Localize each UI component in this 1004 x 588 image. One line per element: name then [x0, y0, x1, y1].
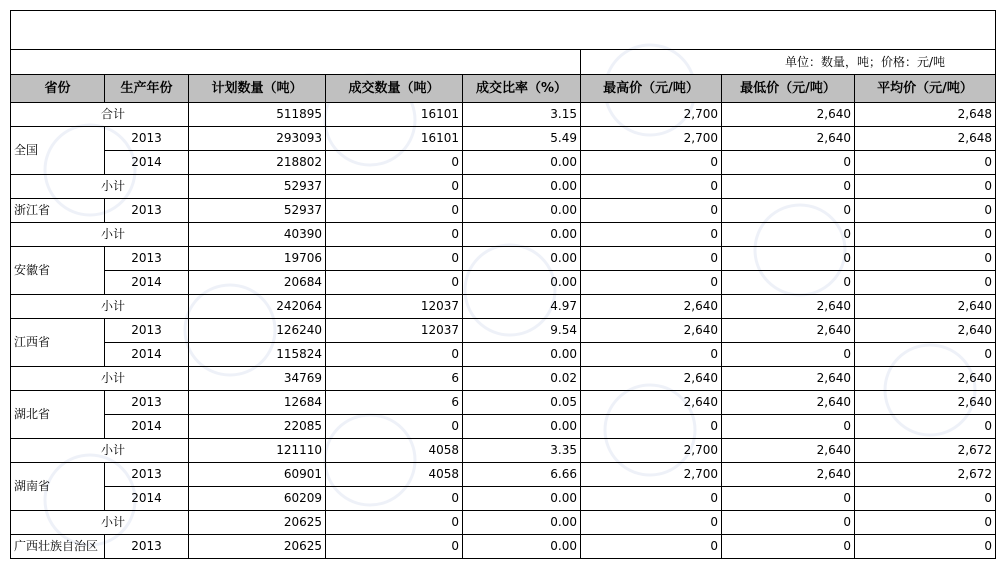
- cell-year: 2014: [105, 487, 189, 511]
- cell-year: 2013: [105, 391, 189, 415]
- cell-low: 0: [722, 535, 855, 559]
- cell-ratio: 0.00: [463, 511, 581, 535]
- cell-low: 2,640: [722, 391, 855, 415]
- cell-plan: 52937: [189, 175, 326, 199]
- row-label: 小计: [11, 511, 189, 535]
- cell-avg: 0: [855, 487, 996, 511]
- table-row: [11, 367, 996, 391]
- cell-plan: 293093: [189, 127, 326, 151]
- cell-deal: 4058: [326, 463, 463, 487]
- header-deal: 成交数量（吨）: [326, 75, 463, 103]
- cell-deal: 12037: [326, 319, 463, 343]
- header-high: 最高价（元/吨）: [581, 75, 722, 103]
- table-row: [11, 415, 996, 439]
- row-label: 合计: [11, 103, 189, 127]
- table-row: [11, 343, 996, 367]
- cell-plan: 20625: [189, 511, 326, 535]
- cell-low: 2,640: [722, 439, 855, 463]
- cell-plan: 60901: [189, 463, 326, 487]
- cell-plan: 126240: [189, 319, 326, 343]
- cell-avg: 2,640: [855, 391, 996, 415]
- cell-low: 0: [722, 271, 855, 295]
- cell-high: 0: [581, 343, 722, 367]
- title-cell: [11, 11, 996, 50]
- province-cell: 浙江省: [11, 199, 105, 223]
- cell-low: 2,640: [722, 319, 855, 343]
- cell-avg: 2,648: [855, 127, 996, 151]
- cell-deal: 0: [326, 223, 463, 247]
- row-label: 小计: [11, 295, 189, 319]
- cell-high: 0: [581, 151, 722, 175]
- table-row: [11, 535, 996, 559]
- cell-high: 0: [581, 175, 722, 199]
- cell-high: 2,700: [581, 463, 722, 487]
- row-label: 小计: [11, 175, 189, 199]
- cell-deal: 0: [326, 151, 463, 175]
- table-row: [11, 511, 996, 535]
- cell-deal: 0: [326, 511, 463, 535]
- cell-avg: 0: [855, 175, 996, 199]
- cell-deal: 4058: [326, 439, 463, 463]
- cell-year: 2014: [105, 151, 189, 175]
- header-low: 最低价（元/吨）: [722, 75, 855, 103]
- cell-deal: 16101: [326, 103, 463, 127]
- cell-avg: 0: [855, 271, 996, 295]
- cell-high: 0: [581, 487, 722, 511]
- province-cell: 湖南省: [11, 463, 105, 511]
- province-cell: 安徽省: [11, 247, 105, 295]
- province-cell: 湖北省: [11, 391, 105, 439]
- cell-high: 0: [581, 535, 722, 559]
- cell-avg: 0: [855, 415, 996, 439]
- cell-high: 2,640: [581, 319, 722, 343]
- cell-ratio: 0.00: [463, 535, 581, 559]
- trade-table: [10, 10, 996, 559]
- row-label: 小计: [11, 223, 189, 247]
- table-row: [11, 487, 996, 511]
- cell-year: 2013: [105, 319, 189, 343]
- cell-plan: 511895: [189, 103, 326, 127]
- cell-low: 0: [722, 487, 855, 511]
- cell-deal: 0: [326, 175, 463, 199]
- cell-low: 0: [722, 511, 855, 535]
- title-row: [11, 11, 996, 50]
- cell-high: 0: [581, 415, 722, 439]
- cell-low: 0: [722, 343, 855, 367]
- table-row: [11, 103, 996, 127]
- cell-avg: 2,640: [855, 319, 996, 343]
- province-cell: 全国: [11, 127, 105, 175]
- table-row: [11, 247, 996, 271]
- row-label: 小计: [11, 439, 189, 463]
- cell-year: 2013: [105, 535, 189, 559]
- cell-low: 2,640: [722, 127, 855, 151]
- table-row: [11, 151, 996, 175]
- unit-row: [11, 50, 996, 75]
- cell-low: 2,640: [722, 103, 855, 127]
- cell-high: 0: [581, 247, 722, 271]
- row-label: 小计: [11, 367, 189, 391]
- table-row: [11, 271, 996, 295]
- cell-plan: 22085: [189, 415, 326, 439]
- cell-high: 0: [581, 199, 722, 223]
- province-cell: 广西壮族自治区: [11, 535, 105, 559]
- cell-high: 2,640: [581, 295, 722, 319]
- cell-year: 2013: [105, 463, 189, 487]
- cell-deal: 0: [326, 343, 463, 367]
- cell-avg: 2,640: [855, 295, 996, 319]
- cell-avg: 0: [855, 535, 996, 559]
- cell-ratio: 4.97: [463, 295, 581, 319]
- cell-low: 0: [722, 223, 855, 247]
- cell-ratio: 0.00: [463, 343, 581, 367]
- cell-deal: 0: [326, 271, 463, 295]
- cell-low: 0: [722, 175, 855, 199]
- cell-plan: 218802: [189, 151, 326, 175]
- table-row: [11, 175, 996, 199]
- cell-year: 2013: [105, 127, 189, 151]
- cell-ratio: 0.02: [463, 367, 581, 391]
- cell-ratio: 9.54: [463, 319, 581, 343]
- cell-high: 0: [581, 223, 722, 247]
- cell-high: 2,700: [581, 103, 722, 127]
- table-row: [11, 391, 996, 415]
- cell-avg: 2,672: [855, 463, 996, 487]
- header-plan: 计划数量（吨）: [189, 75, 326, 103]
- cell-deal: 0: [326, 247, 463, 271]
- table-row: [11, 199, 996, 223]
- cell-deal: 0: [326, 535, 463, 559]
- table-row: [11, 439, 996, 463]
- cell-plan: 121110: [189, 439, 326, 463]
- cell-avg: 0: [855, 511, 996, 535]
- cell-plan: 20684: [189, 271, 326, 295]
- report-frame: [10, 10, 995, 559]
- cell-low: 0: [722, 415, 855, 439]
- cell-plan: 19706: [189, 247, 326, 271]
- table-row: [11, 295, 996, 319]
- cell-ratio: 0.00: [463, 151, 581, 175]
- cell-plan: 52937: [189, 199, 326, 223]
- header-year: 生产年份: [105, 75, 189, 103]
- cell-high: 2,640: [581, 367, 722, 391]
- cell-deal: 6: [326, 367, 463, 391]
- header-ratio: 成交比率（%）: [463, 75, 581, 103]
- cell-plan: 40390: [189, 223, 326, 247]
- cell-year: 2014: [105, 415, 189, 439]
- cell-ratio: 0.00: [463, 199, 581, 223]
- cell-avg: 0: [855, 151, 996, 175]
- table-row: [11, 319, 996, 343]
- cell-plan: 60209: [189, 487, 326, 511]
- cell-ratio: 6.66: [463, 463, 581, 487]
- cell-high: 0: [581, 271, 722, 295]
- cell-high: 2,700: [581, 127, 722, 151]
- cell-deal: 0: [326, 415, 463, 439]
- cell-year: 2013: [105, 247, 189, 271]
- cell-avg: 0: [855, 343, 996, 367]
- cell-avg: 2,672: [855, 439, 996, 463]
- cell-avg: 0: [855, 223, 996, 247]
- cell-year: 2013: [105, 199, 189, 223]
- cell-plan: 34769: [189, 367, 326, 391]
- cell-low: 2,640: [722, 295, 855, 319]
- table-row: [11, 127, 996, 151]
- cell-deal: 0: [326, 199, 463, 223]
- cell-year: 2014: [105, 271, 189, 295]
- cell-high: 0: [581, 511, 722, 535]
- header-avg: 平均价（元/吨）: [855, 75, 996, 103]
- cell-low: 0: [722, 199, 855, 223]
- table-row: [11, 463, 996, 487]
- cell-year: 2014: [105, 343, 189, 367]
- cell-deal: 0: [326, 487, 463, 511]
- cell-ratio: 3.15: [463, 103, 581, 127]
- cell-avg: 0: [855, 199, 996, 223]
- cell-low: 0: [722, 151, 855, 175]
- cell-ratio: 0.05: [463, 391, 581, 415]
- cell-ratio: 0.00: [463, 271, 581, 295]
- cell-ratio: 0.00: [463, 175, 581, 199]
- cell-ratio: 3.35: [463, 439, 581, 463]
- cell-deal: 16101: [326, 127, 463, 151]
- cell-avg: 2,640: [855, 367, 996, 391]
- header-row: [11, 75, 996, 103]
- cell-ratio: 0.00: [463, 247, 581, 271]
- cell-low: 2,640: [722, 367, 855, 391]
- unit-note: 单位：数量，吨；价格：元/吨: [581, 50, 996, 75]
- cell-low: 2,640: [722, 463, 855, 487]
- cell-plan: 242064: [189, 295, 326, 319]
- cell-ratio: 5.49: [463, 127, 581, 151]
- cell-ratio: 0.00: [463, 415, 581, 439]
- cell-deal: 6: [326, 391, 463, 415]
- cell-avg: 2,648: [855, 103, 996, 127]
- cell-high: 2,700: [581, 439, 722, 463]
- cell-ratio: 0.00: [463, 223, 581, 247]
- cell-deal: 12037: [326, 295, 463, 319]
- cell-low: 0: [722, 247, 855, 271]
- province-cell: 江西省: [11, 319, 105, 367]
- cell-plan: 20625: [189, 535, 326, 559]
- cell-high: 2,640: [581, 391, 722, 415]
- cell-ratio: 0.00: [463, 487, 581, 511]
- cell-avg: 0: [855, 247, 996, 271]
- table-row: [11, 223, 996, 247]
- cell-plan: 115824: [189, 343, 326, 367]
- cell-plan: 12684: [189, 391, 326, 415]
- header-province: 省份: [11, 75, 105, 103]
